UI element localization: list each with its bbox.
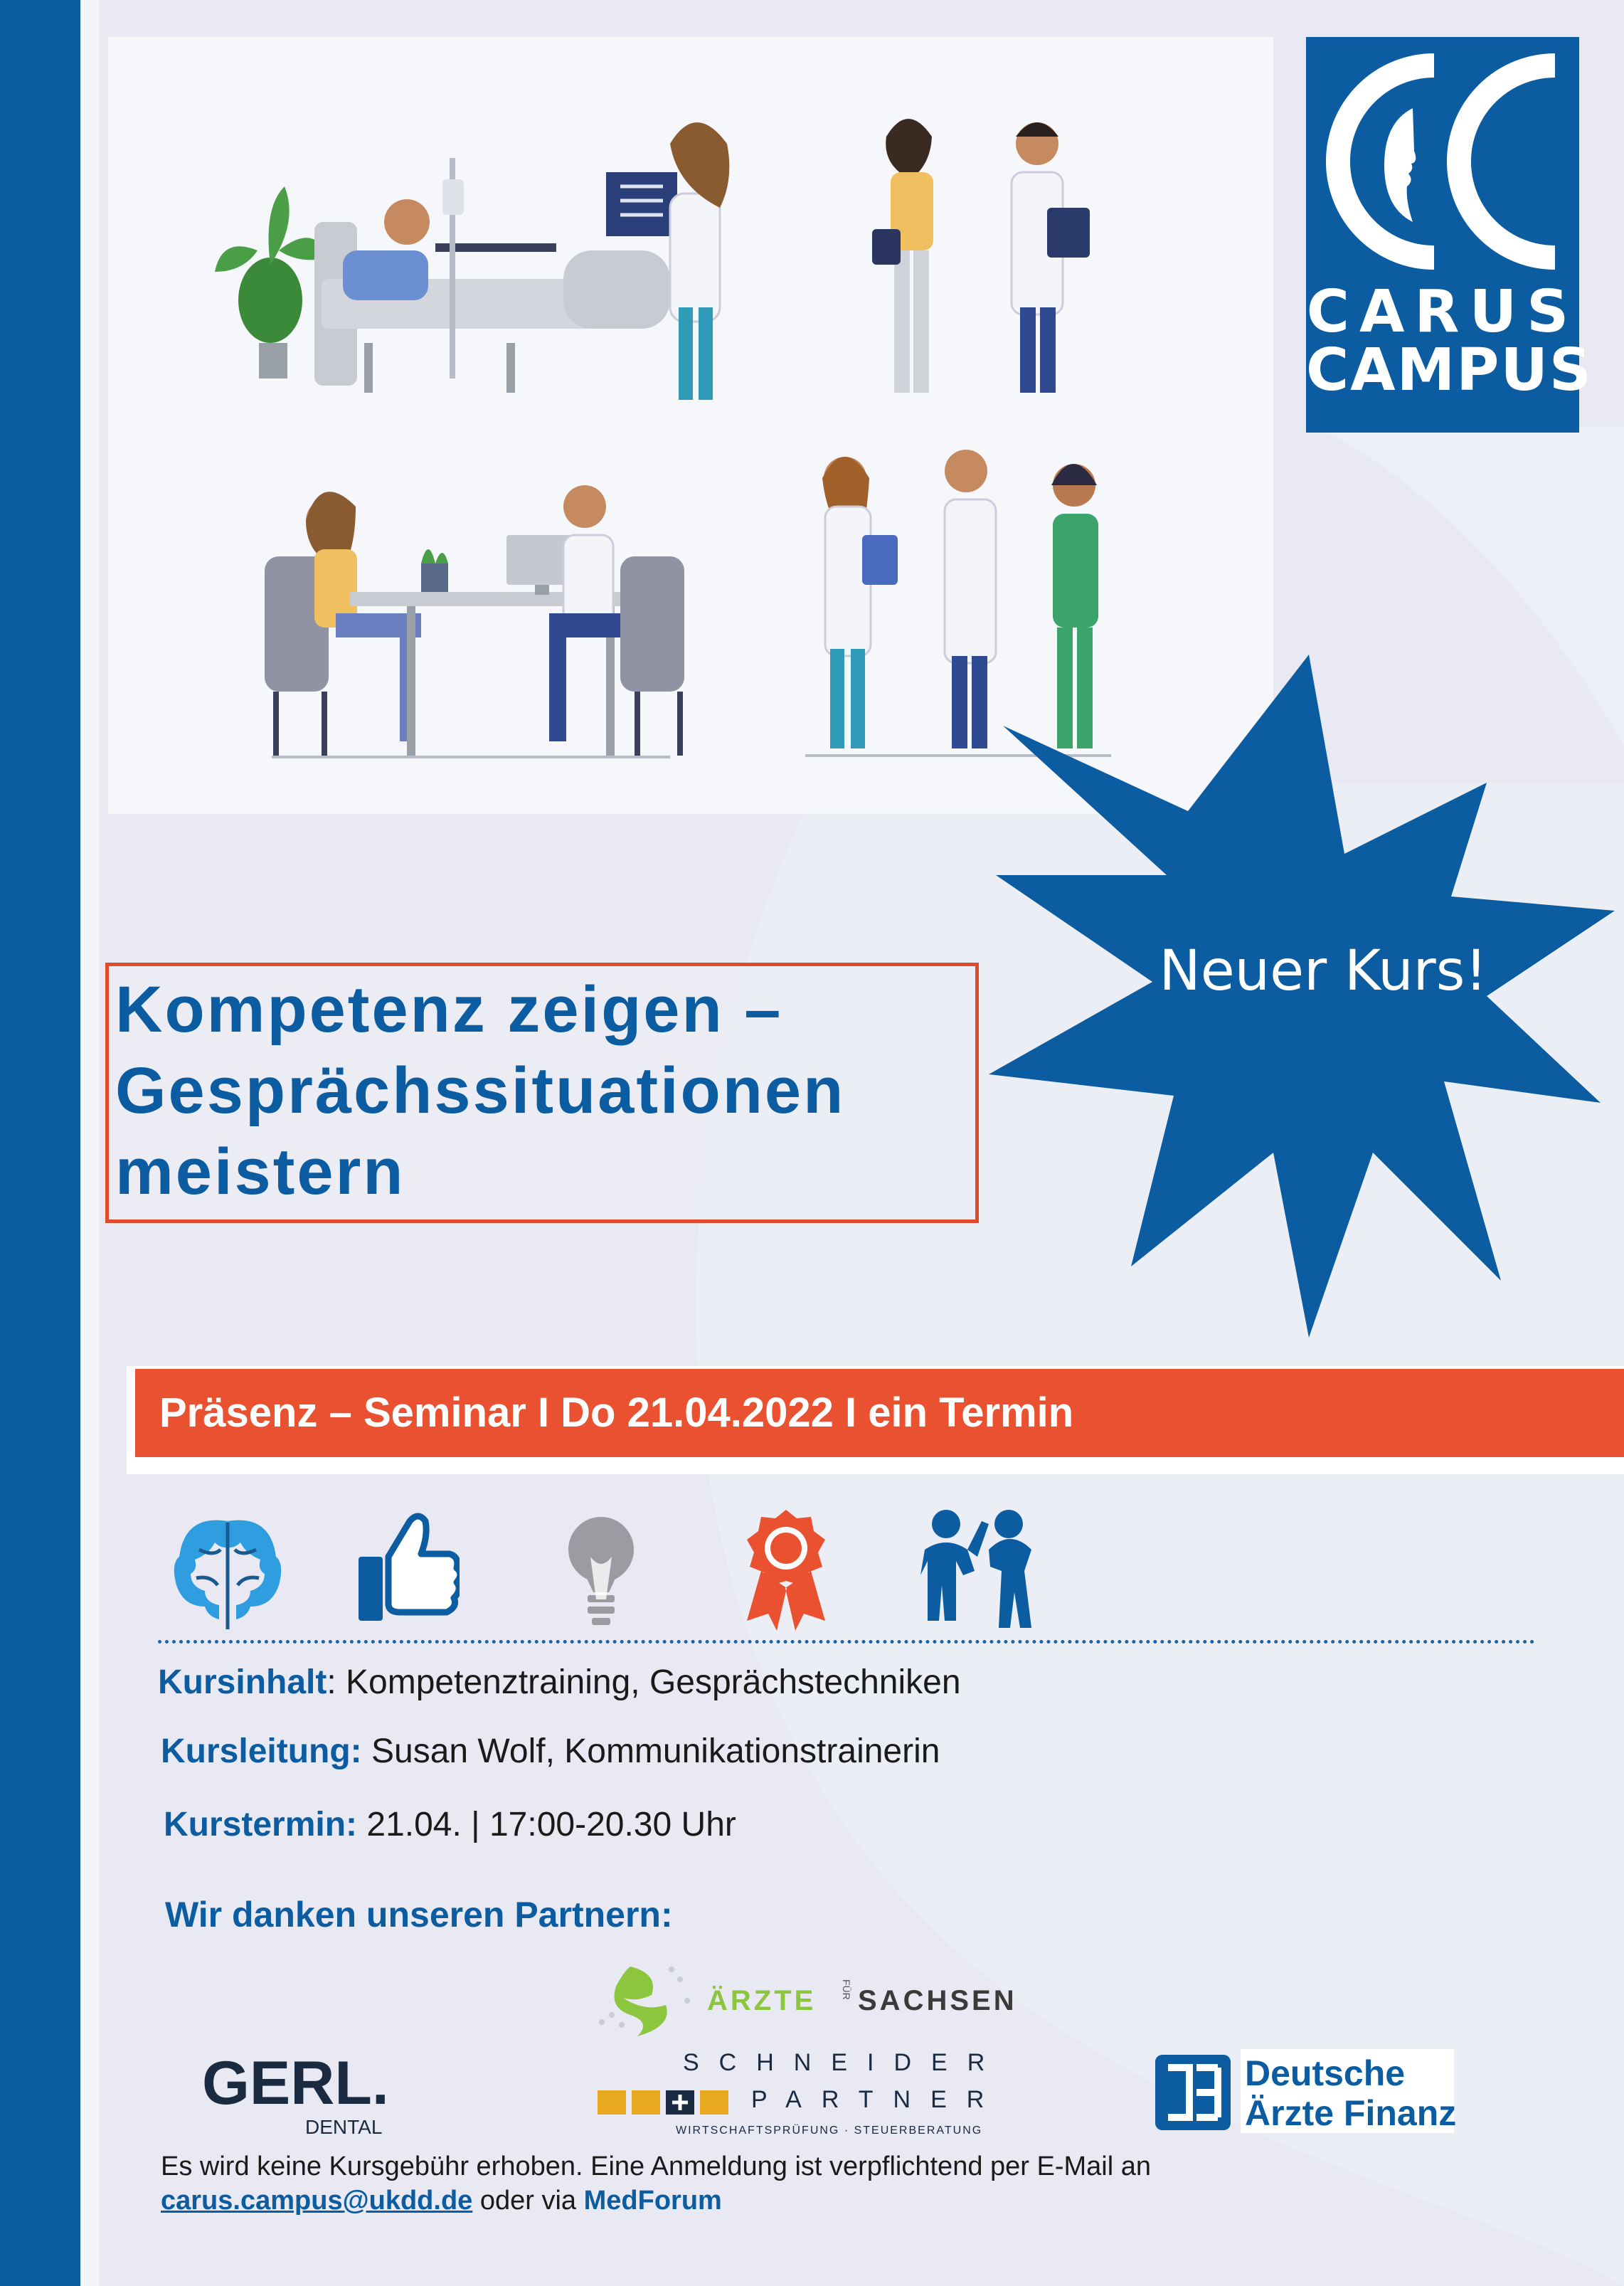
daf-line-2: Ärzte Finanz <box>1245 2093 1457 2133</box>
course-content-value: : Kompetenztraining, Gesprächstechniken <box>327 1663 961 1701</box>
desk-consultation-scene <box>265 485 684 758</box>
schneider-word: SCHNEIDER <box>683 2049 1005 2076</box>
consultation-standing-scene <box>872 119 1090 393</box>
title-line-2: Gesprächssituationen <box>115 1054 846 1127</box>
course-date-row <box>164 1804 736 1846</box>
dental-word: DENTAL <box>305 2116 383 2138</box>
footer-fee-text: Es wird keine Kursgebühr erhoben. Eine Anmeldung ist verpflichtend per E-Mail an <box>161 2152 1151 2181</box>
new-course-badge-text: Neuer Kurs! <box>1159 939 1487 1003</box>
hospital-bed-scene <box>215 122 729 400</box>
thumbs-up-icon <box>353 1507 460 1632</box>
gerl-word: GERL. <box>202 2049 389 2117</box>
seminar-banner-text: Präsenz – Seminar I Do 21.04.2022 I ein Termin <box>159 1390 1074 1436</box>
footer-contact-line <box>161 2183 722 2218</box>
footer-middle-text: oder via <box>472 2186 584 2216</box>
aerzte-word: ÄRZTE <box>707 1985 817 2016</box>
course-content-row <box>158 1661 961 1704</box>
aerzte-fuer-sachsen-logo <box>588 1958 1029 2036</box>
award-icon <box>740 1507 832 1632</box>
left-white-stripe <box>80 0 99 2286</box>
schneider-subtitle: WIRTSCHAFTSPRÜFUNG · STEUERBERATUNG <box>676 2124 983 2137</box>
dotted-divider <box>158 1640 1535 1644</box>
course-content-label: Kursinhalt <box>158 1663 327 1701</box>
lightbulb-icon <box>562 1507 640 1632</box>
email-link[interactable]: carus.campus@ukdd.de <box>161 2186 473 2216</box>
brain-icon <box>171 1507 285 1632</box>
sachsen-word: SACHSEN <box>858 1985 1017 2016</box>
medforum-link[interactable]: MedForum <box>583 2186 722 2216</box>
gerl-dental-logo <box>202 2049 408 2142</box>
partners-heading: Wir danken unseren Partnern: <box>165 1895 673 1935</box>
people-icon <box>918 1507 1039 1632</box>
carus-campus-logo <box>1306 37 1593 433</box>
course-lead-label: Kursleitung: <box>161 1732 362 1770</box>
course-date-label: Kurstermin: <box>164 1806 358 1843</box>
daf-emblem <box>1155 2055 1233 2133</box>
title-line-3: meistern <box>115 1136 405 1208</box>
partner-word: PARTNER <box>751 2086 1004 2113</box>
course-date-value: 21.04. | 17:00-20.30 Uhr <box>357 1806 736 1843</box>
left-blue-bar <box>0 0 80 2286</box>
title-line-1: Kompetenz zeigen – <box>115 973 783 1046</box>
course-lead-row <box>161 1730 940 1773</box>
cc-logo-mark <box>1320 44 1565 279</box>
logo-word-campus: CAMPUS <box>1306 337 1593 404</box>
schneider-squares <box>598 2085 740 2120</box>
deutsche-aerzte-finanz-logo <box>1155 2049 1468 2134</box>
logo-word-carus: CARUS <box>1306 278 1579 346</box>
daf-line-1: Deutsche <box>1245 2053 1406 2093</box>
course-title <box>115 969 983 1212</box>
fuer-word: FÜR <box>841 1979 852 2000</box>
course-lead-value: Susan Wolf, Kommunikationstrainerin <box>361 1732 940 1770</box>
schneider-partner-logo <box>598 2049 1005 2149</box>
